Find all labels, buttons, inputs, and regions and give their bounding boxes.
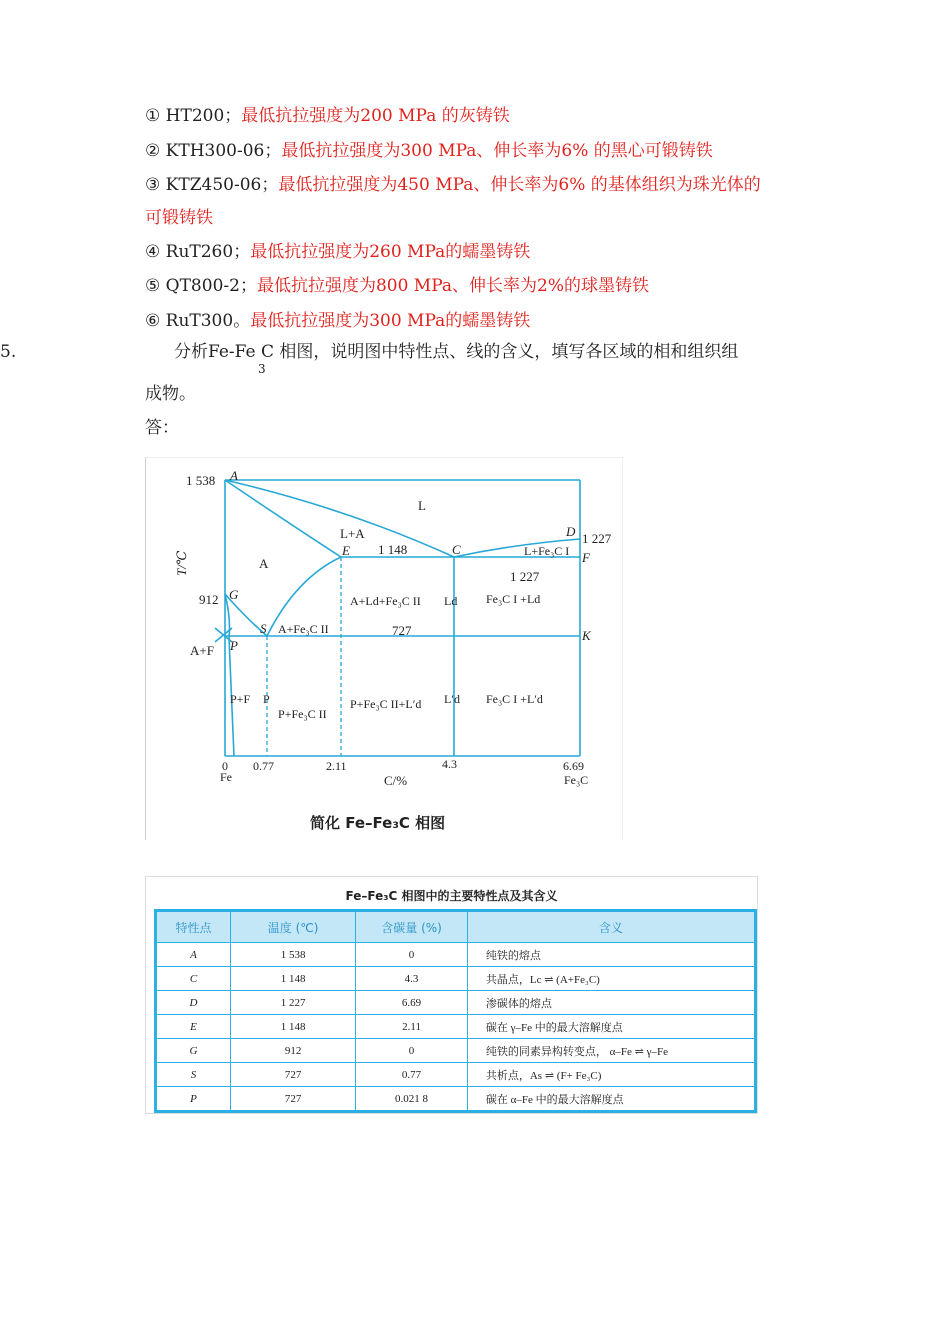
temp-1227: 1 227: [582, 531, 612, 546]
point-d: D: [566, 524, 576, 539]
point-c: C: [452, 542, 461, 557]
cell-point: P: [156, 1087, 231, 1112]
item-num: ①: [145, 106, 161, 126]
question-text-cont: 成物。: [145, 384, 196, 404]
table-row: [156, 1039, 756, 1063]
temp-1227b: 1 227: [510, 569, 540, 584]
point-s: S: [260, 621, 267, 636]
item-num: ⑥: [145, 311, 161, 331]
table-row: [156, 1063, 756, 1087]
tick-211: 2.11: [326, 759, 347, 773]
point-e: E: [342, 543, 350, 558]
header-point: 特性点: [156, 911, 231, 943]
item-3: [145, 173, 761, 197]
item-4: [145, 240, 530, 264]
item-grade: QT800-2；: [165, 276, 257, 296]
diagram-caption: 简化 Fe–Fe₃C 相图: [310, 814, 446, 832]
tick-43: 4.3: [442, 757, 457, 771]
cell-point: G: [156, 1039, 231, 1063]
item-6: [145, 309, 530, 333]
region-a-fe3cii: A+Fe₃C II: [278, 622, 329, 636]
table-row: [156, 991, 756, 1015]
region-p-fe3cii-ldp: P+Fe₃C II+L′d: [350, 697, 422, 711]
temp-1538: 1 538: [186, 473, 216, 488]
solidus-ae: [225, 480, 341, 557]
cell-point: E: [156, 1015, 231, 1039]
region-p-fe3cii: P+Fe₃C II: [278, 707, 327, 721]
item-desc: 最低抗拉强度为800 MPa、伸长率为2%的球墨铸铁: [256, 276, 649, 296]
tick-077: 0.77: [253, 759, 274, 773]
region-a-ld-fe3cii: A+Ld+Fe₃C II: [350, 594, 421, 608]
item-desc: 最低抗拉强度为300 MPa的蠕墨铸铁: [250, 311, 531, 331]
cell-meaning: 碳在 α–Fe 中的最大溶解度点: [467, 1087, 755, 1112]
item-3-continued: 可锻铸铁: [145, 208, 213, 228]
region-fe3ci-ldp: Fe₃C I +L′d: [486, 692, 543, 706]
tick-669: 6.69: [563, 759, 584, 773]
cell-meaning: 纯铁的熔点: [467, 943, 755, 967]
item-5: [145, 274, 649, 298]
cell-meaning: 纯铁的同素异构转变点， α–Fe ⇌ γ–Fe: [467, 1039, 755, 1063]
cell-temp: 1 538: [230, 943, 355, 967]
point-p: P: [230, 638, 238, 653]
table-header-row: [156, 911, 756, 943]
item-grade: KTZ450-06；: [165, 175, 279, 195]
temp-727: 727: [392, 623, 412, 638]
item-num: ③: [145, 175, 161, 195]
fe-fe3c-phase-diagram: [145, 457, 623, 840]
cell-temp: 1 148: [230, 1015, 355, 1039]
cell-meaning: 共晶点，Lc ⇌ (A+Fe₃C): [467, 967, 755, 991]
cell-temp: 727: [230, 1063, 355, 1087]
point-f: F: [582, 550, 590, 565]
liquidus-ac: [225, 480, 454, 557]
cell-point: A: [156, 943, 231, 967]
characteristic-points-table: [154, 909, 757, 1113]
point-g: G: [229, 587, 239, 602]
cell-point: S: [156, 1063, 231, 1087]
tick-fe3c: Fe₃C: [564, 773, 589, 787]
item-desc: 最低抗拉强度为450 MPa、伸长率为6% 的基体组织为珠光体的: [278, 175, 761, 195]
item-num: ⑤: [145, 276, 161, 296]
item-desc: 最低抗拉强度为300 MPa、伸长率为6% 的黑心可锻铸铁: [281, 141, 713, 161]
cell-temp: 727: [230, 1087, 355, 1112]
header-carbon: 含碳量 (%): [356, 911, 468, 943]
item-num: ④: [145, 242, 161, 262]
x-axis-label: C/%: [384, 773, 408, 788]
cell-meaning: 共析点，As ⇌ (F+ Fe₃C): [467, 1063, 755, 1087]
region-fe3ci-ld: Fe₃C I +Ld: [486, 592, 541, 606]
tick-fe: Fe: [220, 770, 232, 784]
table-row: [156, 1015, 756, 1039]
table-row: [156, 1087, 756, 1112]
item-grade: HT200；: [165, 106, 242, 126]
temp-912: 912: [199, 592, 219, 607]
tick-0: 0: [222, 759, 228, 773]
cell-point: C: [156, 967, 231, 991]
y-axis-label: T/℃: [174, 550, 189, 576]
cell-temp: 1 227: [230, 991, 355, 1015]
cell-meaning: 渗碳体的熔点: [467, 991, 755, 1015]
header-temperature: 温度 (℃): [230, 911, 355, 943]
point-a: A: [230, 468, 238, 483]
region-la: L+A: [340, 526, 365, 541]
region-ldp: L′d: [444, 692, 460, 706]
cell-carbon: 6.69: [356, 991, 468, 1015]
item-grade: RuT260；: [165, 242, 251, 262]
phase-diagram-svg: [146, 458, 622, 840]
cell-carbon: 0: [356, 943, 468, 967]
question-number: 5.: [0, 342, 17, 362]
table-caption: Fe–Fe₃C 相图中的主要特性点及其含义: [345, 889, 558, 903]
cell-point: D: [156, 991, 231, 1015]
question-text: 分析Fe-Fe C 相图，说明图中特性点、线的含义，填写各区域的相和组织组: [174, 342, 739, 362]
answer-label: 答：: [145, 418, 179, 438]
characteristic-points-figure: [145, 876, 758, 1114]
cell-carbon: 4.3: [356, 967, 468, 991]
table-row: [156, 943, 756, 967]
cell-carbon: 0.021 8: [356, 1087, 468, 1112]
region-a: A: [259, 556, 269, 571]
item-desc: 最低抗拉强度为200 MPa 的灰铸铁: [241, 106, 510, 126]
cell-carbon: 2.11: [356, 1015, 468, 1039]
region-p: P: [263, 692, 270, 706]
region-l-fe3ci: L+Fe₃C I: [524, 544, 570, 558]
point-k: K: [582, 628, 591, 643]
region-l: L: [418, 498, 426, 513]
item-num: ②: [145, 141, 161, 161]
region-af: A+F: [190, 643, 214, 658]
temp-1148: 1 148: [378, 542, 408, 557]
item-grade: KTH300-06；: [165, 141, 282, 161]
item-1: [145, 104, 510, 128]
item-2: [145, 139, 713, 163]
item-desc: 最低抗拉强度为260 MPa的蠕墨铸铁: [250, 242, 531, 262]
question-subscript: 3: [258, 362, 266, 376]
table-row: [156, 967, 756, 991]
region-pf: P+F: [230, 692, 251, 706]
region-ld: Ld: [444, 594, 458, 608]
cell-temp: 1 148: [230, 967, 355, 991]
cell-temp: 912: [230, 1039, 355, 1063]
cell-carbon: 0: [356, 1039, 468, 1063]
item-grade: RuT300。: [165, 311, 251, 331]
cell-meaning: 碳在 γ–Fe 中的最大溶解度点: [467, 1015, 755, 1039]
cell-carbon: 0.77: [356, 1063, 468, 1087]
header-meaning: 含义: [467, 911, 755, 943]
